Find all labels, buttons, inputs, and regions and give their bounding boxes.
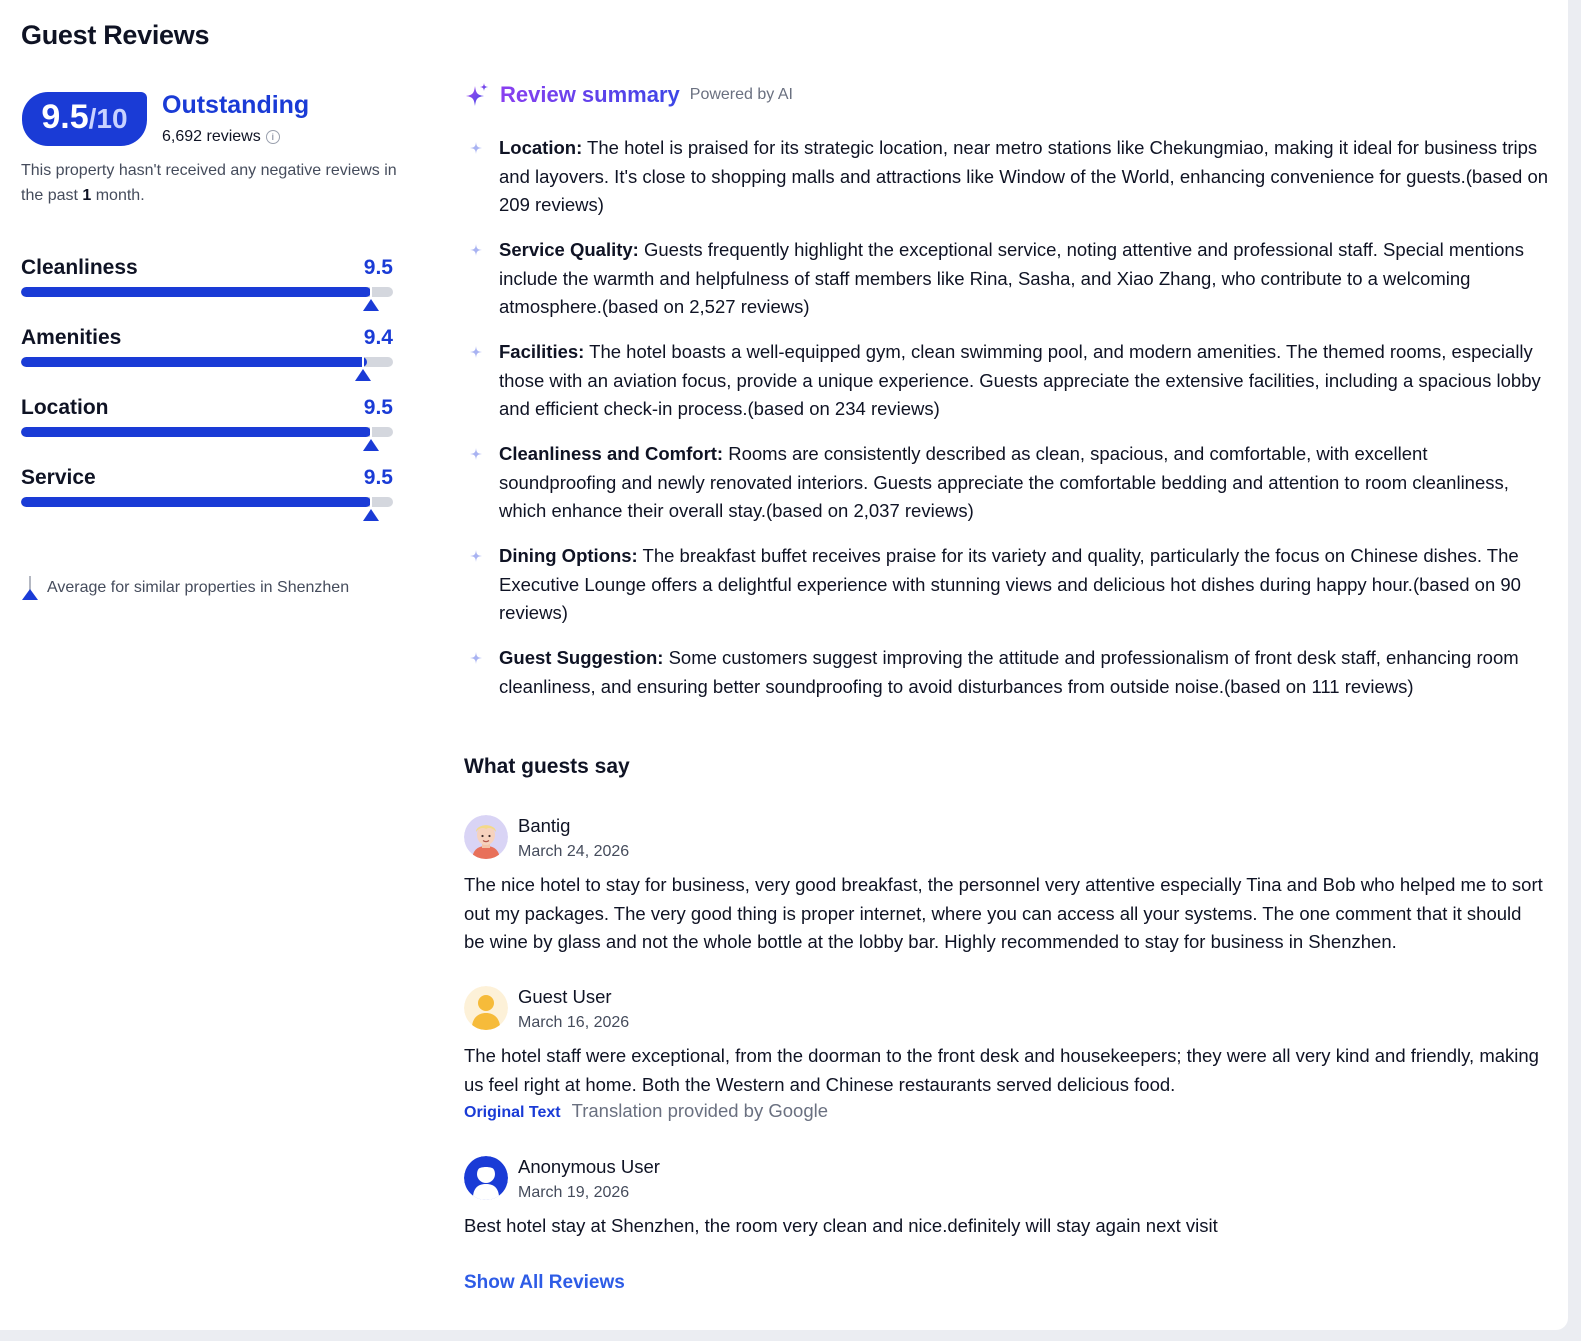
cartoon-avatar-icon <box>464 815 508 859</box>
category-service <box>21 466 393 526</box>
sparkle-bullet-icon <box>469 141 483 155</box>
average-marker-icon <box>362 427 380 451</box>
category-bar <box>21 357 393 367</box>
average-marker-icon <box>21 576 39 600</box>
guests-section-title: What guests say <box>464 755 630 778</box>
review-date: March 16, 2026 <box>518 1014 630 1031</box>
category-bar-fill <box>21 497 371 507</box>
review-count: 6,692 reviews <box>162 128 261 145</box>
negative-note-months: 1 <box>82 187 92 204</box>
review-date: March 24, 2026 <box>518 843 630 860</box>
average-marker-icon <box>362 287 380 311</box>
summary-heading: Location: <box>499 137 583 158</box>
summary-text: Rooms are consistently described as clean, spacious, and comfortable, with excellent soundproofing and newly renovated interiors. Guests appreciate the comfortable bedding and attention to room cleanliness, which enhance their overall stay.(based on 2,037 reviews) <box>499 443 1509 521</box>
default-user-avatar-icon <box>464 986 508 1030</box>
sparkle-bullet-icon <box>469 447 483 461</box>
summary-heading: Service Quality: <box>499 239 639 260</box>
category-amenities <box>21 326 393 386</box>
category-bar-fill <box>21 357 367 367</box>
page-title: Guest Reviews <box>21 20 210 50</box>
summary-item-location <box>464 134 1549 220</box>
reviewer-name: Anonymous User <box>518 1156 660 1177</box>
overall-scale: /10 <box>88 103 128 134</box>
review-count-row <box>162 128 280 146</box>
category-cleanliness <box>21 256 393 316</box>
summary-text: The hotel boasts a well-equipped gym, clean swimming pool, and modern amenities. The themed rooms, especially those with an aviation focus, provide a unique experience. Guests appreciate the extensive facilities, including a spacious lobby and efficient check-in process.(based on 234 reviews) <box>499 341 1541 419</box>
category-label: Cleanliness <box>21 256 138 279</box>
review-text: Best hotel stay at Shenzhen, the room very clean and nice.definitely will stay again next visit <box>464 1215 1218 1236</box>
negative-note-prefix: This property hasn't received any negative reviews in the past <box>21 162 397 204</box>
negative-note-suffix: month. <box>91 187 145 204</box>
reviewer-name: Bantig <box>518 815 571 836</box>
translation-note: Translation provided by Google <box>571 1100 829 1121</box>
original-text-link[interactable]: Original Text <box>464 1104 561 1121</box>
summary-heading: Facilities: <box>499 341 585 362</box>
sparkle-bullet-icon <box>469 345 483 359</box>
review-summary-header <box>464 82 793 108</box>
average-marker-icon <box>362 497 380 521</box>
rating-word: Outstanding <box>162 91 310 119</box>
category-location <box>21 396 393 456</box>
category-bar <box>21 427 393 437</box>
summary-item-facilities <box>464 338 1549 424</box>
review-date: March 19, 2026 <box>518 1184 630 1201</box>
summary-item-cleanliness-comfort <box>464 440 1549 526</box>
category-score: 9.5 <box>363 396 393 419</box>
category-score: 9.4 <box>363 326 393 349</box>
summary-text: Guests frequently highlight the exceptional service, noting attentive and professional staff. Special mentions include the warmth and helpfulness of staff members like Rina, Sasha, and Xiao Zhang, who contribute to a welcoming atmosphere.(based on 2,527 reviews) <box>499 239 1524 317</box>
category-score: 9.5 <box>363 256 393 279</box>
category-score: 9.5 <box>363 466 393 489</box>
summary-item-service-quality <box>464 236 1549 322</box>
review-text: The hotel staff were exceptional, from the doorman to the front desk and housekeepers; they were all very kind and friendly, making us feel right at home. Both the Western and Chinese restaurants served delicious food. <box>464 1045 1539 1095</box>
summary-item-guest-suggestion <box>464 644 1549 701</box>
anonymous-user-avatar-icon <box>464 1156 508 1200</box>
sparkle-bullet-icon <box>469 549 483 563</box>
summary-text: The breakfast buffet receives praise for its variety and quality, particularly the focus on Chinese dishes. The Executive Lounge offers a delightful experience with stunning views and delicious hot dishes during happy hour.(based on 90 reviews) <box>499 545 1521 623</box>
average-legend <box>21 576 349 600</box>
info-icon[interactable]: i <box>266 130 280 144</box>
reviewer-name: Guest User <box>518 986 612 1007</box>
category-label: Service <box>21 466 96 489</box>
category-bar-fill <box>21 287 371 297</box>
category-bar-fill <box>21 427 371 437</box>
summary-text: Some customers suggest improving the attitude and professionalism of front desk staff, enhancing room cleanliness, and ensuring better soundproofing to avoid disturbances from outside noise.(based on 111 reviews) <box>499 647 1519 697</box>
show-all-reviews-link[interactable]: Show All Reviews <box>464 1272 625 1293</box>
category-label: Location <box>21 396 109 419</box>
sparkle-bullet-icon <box>469 243 483 257</box>
category-bar <box>21 287 393 297</box>
sparkle-bullet-icon <box>469 651 483 665</box>
ai-sparkle-icon <box>464 82 490 108</box>
average-marker-icon <box>354 357 372 381</box>
powered-by-ai-label: Powered by AI <box>689 86 793 103</box>
average-legend-label: Average for similar properties in Shenzhen <box>47 579 350 596</box>
summary-heading: Dining Options: <box>499 545 638 566</box>
translation-row <box>464 1100 828 1122</box>
summary-heading: Guest Suggestion: <box>499 647 664 668</box>
category-bar <box>21 497 393 507</box>
negative-review-note <box>21 158 401 208</box>
overall-score-badge <box>22 92 147 146</box>
summary-heading: Cleanliness and Comfort: <box>499 443 724 464</box>
category-label: Amenities <box>21 326 122 349</box>
review-summary-title: Review summary <box>500 82 680 107</box>
review-summary-list <box>464 134 1549 718</box>
overall-score: 9.5 <box>41 98 89 136</box>
summary-item-dining-options <box>464 542 1549 628</box>
review-text: The nice hotel to stay for business, very good breakfast, the personnel very attentive especially Tina and Bob who helped me to sort out my packages. The very good thing is proper internet, where you can access all your systems. The one comment that it should be wine by glass and not the whole bottle at the lobby bar. Highly recommended to stay for business in Shenzhen. <box>464 874 1543 952</box>
summary-text: The hotel is praised for its strategic location, near metro stations like Chekungmiao, making it ideal for business trips and layovers. It's close to shopping malls and attractions like Window of the World, enhancing convenience for guests.(based on 209 reviews) <box>499 137 1549 215</box>
